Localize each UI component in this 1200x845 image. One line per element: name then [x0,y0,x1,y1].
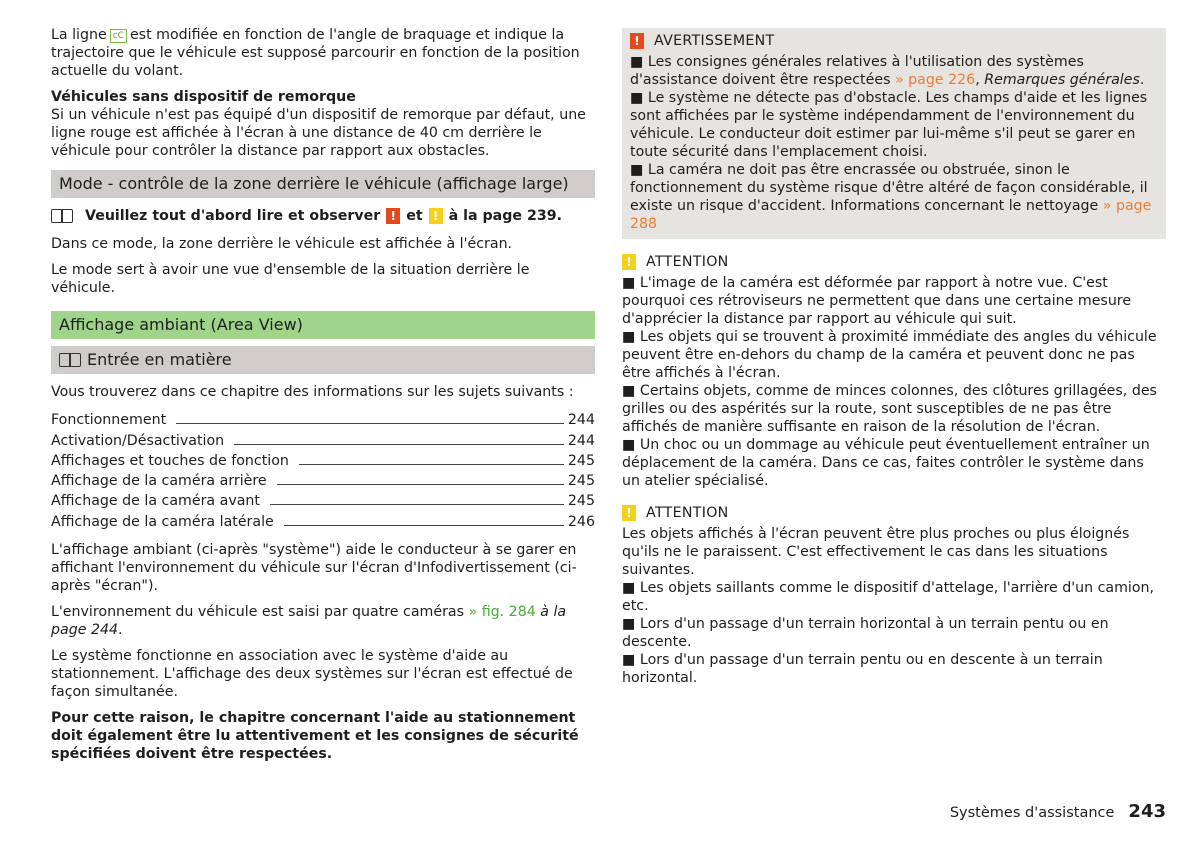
attention-2-title [622,504,1166,522]
toc-page: 245 [567,493,595,510]
attention-2-item: ■ Les objets saillants comme le dispositif d'attelage, l'arrière d'un camion, etc. [622,580,1155,614]
area-view-heading: Affichage ambiant (Area View) [51,311,595,339]
toc-title: Affichage de la caméra latérale [51,513,274,530]
cameras-page-ref: à la page 244 [51,603,567,638]
exclamation-red-icon: ! [630,33,644,49]
warning-title-text: AVERTISSEMENT [654,33,775,49]
read-first-text: Veuillez tout d'abord lire et observer [85,208,381,224]
toc-leader [299,464,564,465]
association-paragraph: Le système fonctionne en association avec le système d'aide au stationnement. L'affichage des deux systèmes sur l'écran est effectué de façon simultanée. [51,647,573,700]
cameras-paragraph [51,603,595,639]
bold-paragraph: Pour cette raison, le chapitre concernant l'aide au stationnement doit également être lu attentivement et les consignes de sécurité spécifiées doivent être respectées. [51,709,579,762]
toc-leader [284,525,564,526]
warning-item-2: ■ Le système ne détecte pas d'obstacle. Les champs d'aide et les lignes sont affichées par le système indépendamment de l'environnement du véhicule. Le conducteur doit estimer par lui-même s'il peut se garer en toute sécurité dans l'emplacement choisi. [630,90,1148,160]
no-trailer-section [51,88,595,160]
cameras-end: . [118,621,123,638]
cameras-text: L'environnement du véhicule est saisi par quatre caméras [51,603,465,620]
intro-text-a: La ligne [51,27,107,43]
warning-1-text: ■ Les consignes générales relatives à l'utilisation des systèmes d'assistance doivent être respectées [630,54,1084,88]
attention-1-title [622,253,1166,271]
no-trailer-title: Véhicules sans dispositif de remorque [51,89,356,105]
toc-row[interactable] [51,409,595,429]
intro-heading-text: Entrée en matière [87,350,232,369]
attention-2-title-text: ATTENTION [646,505,729,521]
warning-box [622,28,1166,239]
toc-row[interactable] [51,429,595,449]
exclamation-yellow-icon: ! [622,254,636,270]
attention-1-item: ■ L'image de la caméra est déformée par rapport à notre vue. C'est pourquoi ces rétroviseurs ne permettent que dans une certaine mesure d'apprécier la distance par rapport au véhicule qui suit. [622,275,1132,327]
mode-paragraph-2: Le mode sert à avoir une vue d'ensemble de la situation derrière le véhicule. [51,262,530,296]
toc-page: 245 [567,452,595,469]
exclamation-yellow-icon: ! [622,505,636,521]
toc-row[interactable] [51,470,595,490]
mode-heading: Mode - contrôle de la zone derrière le véhicule (affichage large) [51,170,595,198]
attention-box-1 [622,253,1166,490]
left-column [51,26,595,771]
toc-row[interactable] [51,450,595,470]
fig-284-link[interactable]: » fig. 284 [468,603,536,620]
toc-page: 245 [567,473,595,490]
read-first-and: et [406,208,423,224]
intro-heading [51,346,595,374]
page-number: 243 [1128,801,1166,822]
attention-2-item: ■ Lors d'un passage d'un terrain horizontal à un terrain pentu ou en descente. [622,616,1109,650]
footer-section: Systèmes d'assistance [949,805,1115,821]
book-icon [59,353,81,367]
toc-row[interactable] [51,490,595,510]
attention-2-intro: Les objets affichés à l'écran peuvent être plus proches ou plus éloignés qu'ils ne le paraissent. C'est effectivement le cas dans les situations suivantes. [622,526,1130,578]
toc-leader [234,444,564,445]
read-first-page: à la page 239. [448,208,562,224]
exclamation-yellow-icon: ! [429,208,443,224]
toc-title: Fonctionnement [51,412,167,429]
warning-1-italic: Remarques générales [984,72,1140,88]
system-paragraph: L'affichage ambiant (ci-après "système") aide le conducteur à se garer en affichant l'environnement du véhicule sur l'écran d'Infodivertissement (ci-après "écran"). [51,541,577,594]
toc-leader [270,504,564,505]
intro-text-b: est modifiée en fonction de l'angle de braquage et indique la trajectoire que le véhicule est supposé parcourir en fonction de la position actuelle du volant. [51,27,580,79]
toc-page: 244 [567,412,595,429]
toc-page: 244 [567,432,595,449]
page-226-link[interactable]: » page 226 [894,72,976,88]
exclamation-red-icon: ! [386,208,400,224]
intro-paragraph [51,26,595,80]
cc-line-icon: cC [110,29,127,43]
warning-item-3 [630,161,1158,233]
toc-list [51,409,595,531]
right-column [622,28,1166,701]
attention-1-item: ■ Certains objets, comme de minces colonnes, des clôtures grillagées, des grilles ou des aspérités sur la route, sont susceptibles de ne pas être affichés de manière suffisante en raison de la résolution de l'écran. [622,383,1157,435]
warning-item-1: ■ Les consignes générales relatives à l'utilisation des systèmes d'assistance doivent être respectées » page 226, Remarques générales. [630,54,1145,88]
toc-leader [176,423,564,424]
toc-title: Affichages et touches de fonction [51,452,289,469]
toc-page: 246 [567,513,595,530]
warning-title [630,32,1158,50]
toc-row[interactable] [51,510,595,530]
warning-3-text: ■ La caméra ne doit pas être encrassée ou obstruée, sinon le fonctionnement du système risque d'être altéré de façon considérable, il existe un risque d'accident. Informations concernant le nettoyage [630,162,1148,214]
page-288-link[interactable]: » page 288 [630,198,1152,232]
toc-title: Affichage de la caméra arrière [51,473,267,490]
attention-1-item: ■ Un choc ou un dommage au véhicule peut éventuellement entraîner un déplacement de la caméra. Dans ce cas, faites contrôler le système dans un atelier spécialisé. [622,437,1150,489]
mode-paragraph-1: Dans ce mode, la zone derrière le véhicule est affichée à l'écran. [51,236,513,252]
toc-leader [277,484,564,485]
attention-box-2 [622,504,1166,687]
page-footer [950,803,1166,822]
toc-intro: Vous trouverez dans ce chapitre des informations sur les sujets suivants : [51,384,574,400]
attention-1-item: ■ Les objets qui se trouvent à proximité immédiate des angles du véhicule peuvent être en-dehors du champ de la caméra et peuvent donc ne pas être affichés à l'écran. [622,329,1157,381]
attention-1-title-text: ATTENTION [646,254,729,270]
no-trailer-text: Si un véhicule n'est pas équipé d'un dispositif de remorque par défaut, une ligne rouge est affichée à l'écran à une distance de 40 cm derrière le véhicule pour contrôler la distance par rapport aux obstacles. [51,107,586,159]
book-icon [51,209,73,223]
attention-2-list [622,579,1166,687]
attention-1-list [622,274,1166,490]
toc-title: Activation/Désactivation [51,432,225,449]
attention-2-item: ■ Lors d'un passage d'un terrain pentu ou en descente à un terrain horizontal. [622,652,1103,686]
read-first-notice [51,207,595,225]
toc-title: Affichage de la caméra avant [51,493,260,510]
